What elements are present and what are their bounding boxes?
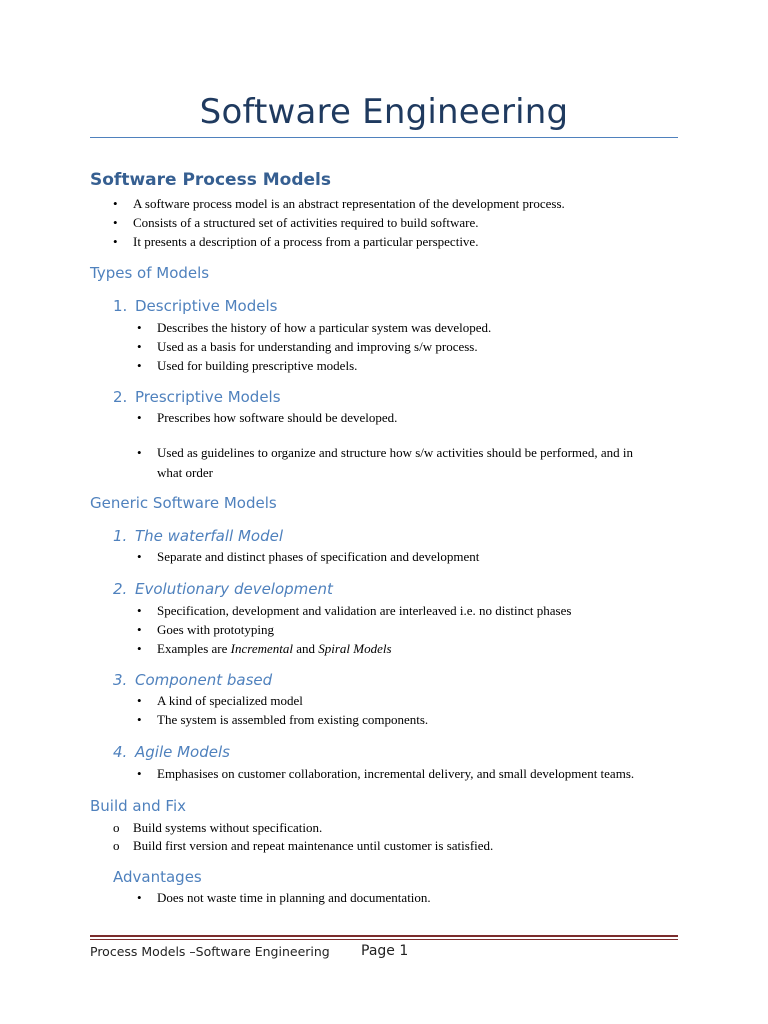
list-item: • Separate and distinct phases of specification and development [137,549,480,564]
list-item: • Used as guidelines to organize and structure how s/w activities should be performed, and in [137,445,633,460]
section-heading-generic: Generic Software Models [90,494,277,512]
list-item: • Describes the history of how a particular system was developed. [137,320,492,335]
footer-divider-thin [90,939,678,940]
list-item: • Does not waste time in planning and documentation. [137,890,431,905]
bullet-icon: • [137,358,142,373]
list-item: • A software process model is an abstract representation of the development process. [113,196,565,211]
page-number: Page 1 [361,943,409,959]
bullet-icon: • [137,549,142,564]
bullet-icon: • [137,622,142,637]
bullet-icon: • [113,196,118,211]
subheading-agile: 4. Agile Models [113,743,230,761]
bullet-icon: • [137,320,142,335]
hollow-bullet-icon: o [113,838,120,853]
title-divider [90,137,678,138]
bullet-icon: • [137,641,142,656]
section-heading-types: Types of Models [90,264,210,282]
list-item: • Emphasises on customer collaboration, incremental delivery, and small development teams. [137,766,635,781]
bullet-icon: • [137,410,142,425]
subheading-prescriptive: 2. Prescriptive Models [113,388,281,406]
subheading-evolutionary: 2. Evolutionary development [113,580,333,598]
list-item: • Prescribes how software should be developed. [137,410,398,425]
bullet-icon: • [113,215,118,230]
bullet-icon: • [137,712,142,727]
subheading-advantages: Advantages [113,868,202,886]
list-item: • Used for building prescriptive models. [137,358,358,373]
bullet-icon: • [137,445,142,460]
list-item: o Build first version and repeat maintenance until customer is satisfied. [113,838,494,853]
list-item: • Specification, development and validation are interleaved i.e. no distinct phases [137,603,572,618]
list-item: • A kind of specialized model [137,693,303,708]
page-title: Software Engineering [199,92,569,132]
list-item: o Build systems without specification. [113,820,323,835]
bullet-icon: • [137,339,142,354]
list-item: • The system is assembled from existing components. [137,712,429,727]
footer-divider [90,935,678,937]
list-item: • It presents a description of a process from a particular perspective. [113,234,479,249]
section-heading-process-models: Software Process Models [90,170,331,190]
bullet-icon: • [137,890,142,905]
list-item: • Consists of a structured set of activities required to build software. [113,215,479,230]
hollow-bullet-icon: o [113,820,120,835]
subheading-waterfall: 1. The waterfall Model [113,527,284,545]
list-item-continuation: what order [157,465,213,480]
section-heading-build-fix: Build and Fix [90,797,186,815]
subheading-descriptive: 1. Descriptive Models [113,297,278,315]
bullet-icon: • [137,693,142,708]
footer-title: Process Models –Software Engineering [90,944,330,959]
bullet-icon: • [137,766,142,781]
bullet-icon: • [113,234,118,249]
bullet-icon: • [137,603,142,618]
list-item: • Used as a basis for understanding and improving s/w process. [137,339,478,354]
list-item: • Examples are Incremental and Spiral Models [137,641,392,656]
subheading-component: 3. Component based [113,671,273,689]
list-item: • Goes with prototyping [137,622,274,637]
